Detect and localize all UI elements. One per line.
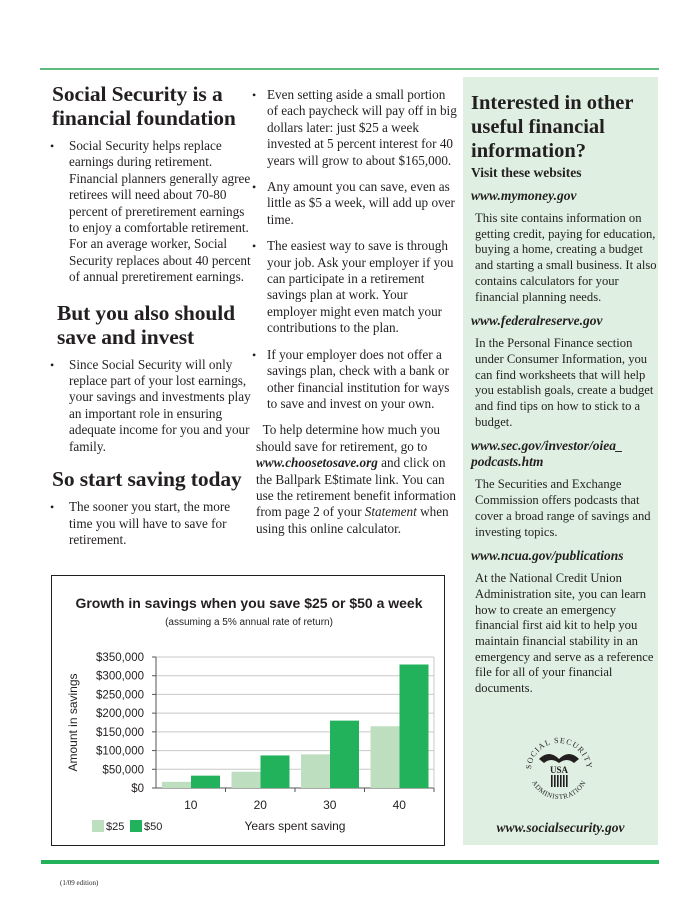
y-tick-label: $250,000 (96, 689, 144, 702)
bullet-item (252, 347, 457, 413)
bullet-item (48, 357, 253, 455)
seal-bottom-text: ADMINISTRATION (530, 779, 588, 802)
legend-label: $50 (144, 821, 163, 833)
bar-50-40 (400, 664, 429, 788)
legend-swatch (130, 820, 142, 832)
bullet-text: The easiest way to save is through your job. Ask your employer if you can participate in a retirement savings plan at work. Your employer might even match your contributions to the plan. (267, 238, 454, 336)
y-tick-label: $350,000 (96, 652, 144, 664)
seal-center-text: USA (549, 765, 569, 775)
para-text: when using this online calculator. (256, 504, 449, 536)
bullet-icon: • (252, 88, 257, 102)
bullet-item (252, 238, 457, 336)
para-text: To help determine how much you should save for retirement, go to (256, 422, 441, 454)
sidebar-subtitle: Visit these websites (471, 165, 582, 180)
para-text: and click on the Ballpark E$timate link. You can use the retirement benefit information from page 2 of your (256, 455, 456, 520)
seal-top-text: SOCIAL SECURITY (523, 735, 595, 770)
bar-50-30 (330, 721, 359, 788)
legend-swatch (92, 820, 104, 832)
y-axis-label: Amount in savings (66, 673, 80, 772)
bottom-rule (41, 860, 659, 864)
x-tick-label: 30 (323, 798, 337, 812)
heading-line: Social Security is a (52, 82, 223, 106)
sidebar-title: Interested in other useful financial information? (471, 92, 634, 162)
bullet-icon: • (252, 347, 257, 362)
site-desc: This site contains information on getting credit, paying for education, buying a home, creating a budget and starting a small business. It also contains calculators for your financial planning needs. (475, 211, 657, 304)
site-url[interactable]: www.federalreserve.gov (471, 313, 603, 329)
chart-subtitle: (assuming a 5% annual rate of return) (165, 617, 333, 628)
site-desc: In the Personal Finance section under Consumer Information, you can find worksheets that will help you establish goals, create a budget and find tips on how to stick to a budget. (475, 336, 654, 429)
ssa-seal-logo (519, 729, 599, 809)
left-column (48, 82, 253, 558)
bullet-text: Even setting aside a small portion of each paycheck will pay off in big dollars later: just $25 a week invested at 5 percent interest for 40 years will grow to about $165,000. (267, 87, 457, 168)
y-tick-label: $300,000 (96, 670, 144, 683)
heading-start-saving: So start saving today (52, 467, 242, 492)
top-rule (40, 68, 659, 70)
legend-label: $25 (106, 821, 125, 833)
site-url[interactable]: www.mymoney.gov (471, 188, 577, 203)
bullet-icon: • (50, 500, 55, 515)
bullet-icon: • (252, 239, 257, 254)
heading-line: financial foundation (52, 106, 236, 130)
bar-50-20 (261, 755, 290, 788)
heading-line: save and invest (57, 324, 195, 349)
bar-50-10 (191, 776, 220, 788)
bar-25-20 (232, 772, 261, 788)
x-tick-label: 40 (392, 798, 406, 812)
bullet-text: If your employer does not offer a savings plan, check with a bank or other financial institution for ways to save and invest on your own. (267, 346, 450, 411)
site-url[interactable]: www.sec.gov/investor/oiea_ podcasts.htm (471, 438, 623, 470)
choosetosave-link[interactable]: www.choosetosave.org (256, 455, 378, 471)
bullet-icon: • (50, 139, 55, 153)
x-tick-label: 10 (184, 798, 198, 812)
y-tick-label: $150,000 (96, 726, 144, 739)
bullet-item (48, 138, 253, 286)
y-tick-label: $50,000 (102, 764, 144, 777)
chart-svg (52, 576, 443, 844)
middle-column (252, 87, 457, 537)
ballpark-paragraph (252, 422, 457, 537)
bar-25-40 (371, 726, 400, 788)
bar-25-10 (162, 782, 191, 788)
y-tick-label: $0 (131, 783, 144, 795)
eagle-wings-icon (539, 754, 579, 763)
site-desc: The Securities and Exchange Commission offers podcasts that cover a broad range of savings and investing topics. (475, 477, 651, 539)
bullet-text: Social Security helps replace earnings during retirement. Financial planners generally agree retirees will need about 70-80 percent of preretirement earnings to enjoy a comfortable retirement. For an average worker, Social Security replaces about 40 percent of annual preretirement earnings. (69, 138, 251, 285)
bullet-item (48, 499, 253, 548)
bullet-item (252, 179, 457, 228)
heading-line: But you also should (57, 300, 235, 325)
ssa-url[interactable]: www.socialsecurity.gov (496, 820, 625, 835)
bullet-icon: • (252, 180, 257, 195)
heading-foundation (52, 82, 253, 130)
heading-save-invest (57, 301, 253, 349)
shield-stripes-icon (551, 775, 568, 787)
y-tick-label: $200,000 (96, 708, 144, 721)
site-desc: At the National Credit Union Administration site, you can learn how to create an emergency financial first aid kit to help you maintain financial stability in an emergency and serve as a reference file for all of your financial documents. (475, 571, 654, 696)
statement-italic: Statement (364, 504, 417, 520)
x-axis-label: Years spent saving (244, 819, 346, 833)
bullet-text: Any amount you can save, even as little as $5 a week, will add up over time. (267, 179, 455, 227)
bar-25-30 (301, 754, 330, 788)
site-url[interactable]: www.ncua.gov/publications (471, 548, 624, 564)
x-tick-label: 20 (253, 798, 267, 812)
bullet-icon: • (50, 357, 55, 372)
edition-note: (1/09 edition) (60, 879, 99, 887)
chart-title: Growth in savings when you save $25 or $50 a week (75, 595, 423, 611)
sidebar-box (463, 77, 658, 845)
y-tick-label: $100,000 (96, 745, 144, 758)
savings-chart (51, 575, 445, 846)
bullet-text: Since Social Security will only replace part of your lost earnings, your savings and investments play an important role in ensuring adequate income for you and your family. (69, 356, 251, 454)
bullet-item (252, 87, 457, 169)
bullet-text: The sooner you start, the more time you will have to save for retirement. (69, 499, 231, 547)
